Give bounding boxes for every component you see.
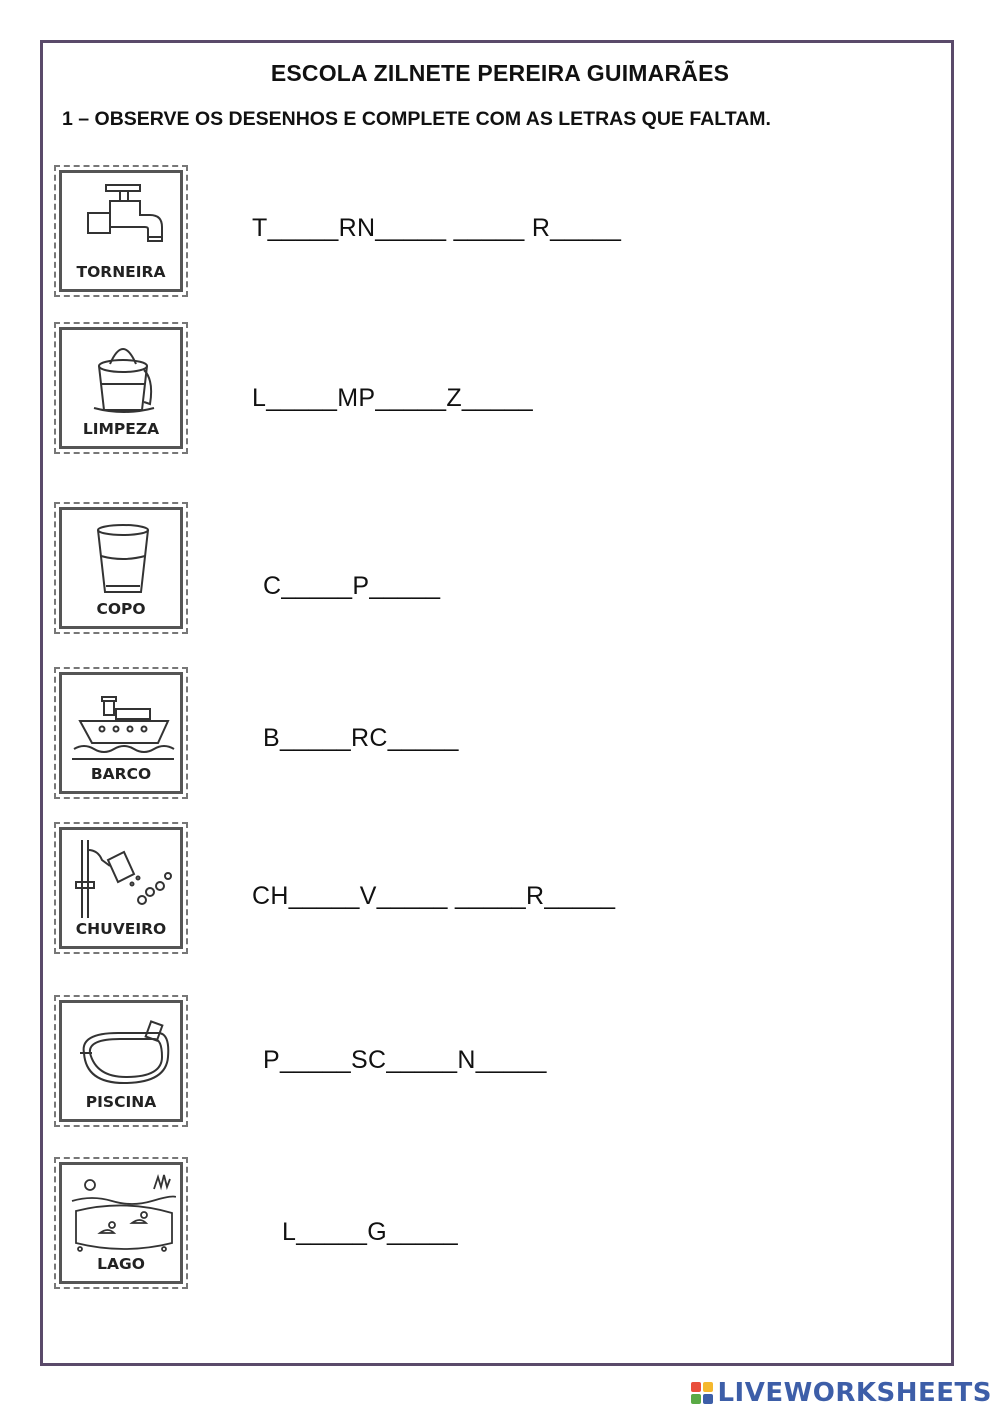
picture-card-copo xyxy=(54,502,188,634)
card-label: LIMPEZA xyxy=(82,420,160,438)
faucet-icon xyxy=(70,179,176,263)
answer-field-piscina[interactable]: P_____SC_____N_____ xyxy=(263,1046,547,1074)
card-label: CHUVEIRO xyxy=(75,920,167,938)
logo-mark-icon xyxy=(691,1382,713,1404)
picture-card-chuveiro xyxy=(54,822,188,954)
answer-field-limpeza[interactable]: L_____MP_____Z_____ xyxy=(252,384,533,412)
brand-name: LIVEWORKSHEETS xyxy=(717,1378,992,1408)
liveworksheets-logo xyxy=(691,1378,992,1408)
answer-field-lago[interactable]: L_____G_____ xyxy=(282,1218,458,1246)
card-label: TORNEIRA xyxy=(76,263,166,281)
lake-ducks-icon xyxy=(70,1171,176,1255)
answer-field-chuveiro[interactable]: CH_____V_____ _____R_____ xyxy=(252,882,616,910)
picture-card-limpeza xyxy=(54,322,188,454)
picture-card-barco xyxy=(54,667,188,799)
card-label: PISCINA xyxy=(85,1093,157,1111)
picture-card-lago xyxy=(54,1157,188,1289)
card-label: BARCO xyxy=(90,765,152,783)
glass-icon xyxy=(70,516,176,600)
card-label: LAGO xyxy=(97,1255,145,1273)
bucket-icon xyxy=(70,336,176,420)
boat-icon xyxy=(70,681,176,765)
pool-icon xyxy=(70,1009,176,1093)
exercise-instruction: 1 – OBSERVE OS DESENHOS E COMPLETE COM AS LETRAS QUE FALTAM. xyxy=(62,108,771,130)
shower-icon xyxy=(70,836,176,920)
picture-card-piscina xyxy=(54,995,188,1127)
picture-card-torneira xyxy=(54,165,188,297)
answer-field-copo[interactable]: C_____P_____ xyxy=(263,572,441,600)
answer-field-torneira[interactable]: T_____RN_____ _____ R_____ xyxy=(252,214,622,242)
school-title: ESCOLA ZILNETE PEREIRA GUIMARÃES xyxy=(270,60,730,86)
answer-field-barco[interactable]: B_____RC_____ xyxy=(263,724,459,752)
card-label: COPO xyxy=(96,600,146,618)
